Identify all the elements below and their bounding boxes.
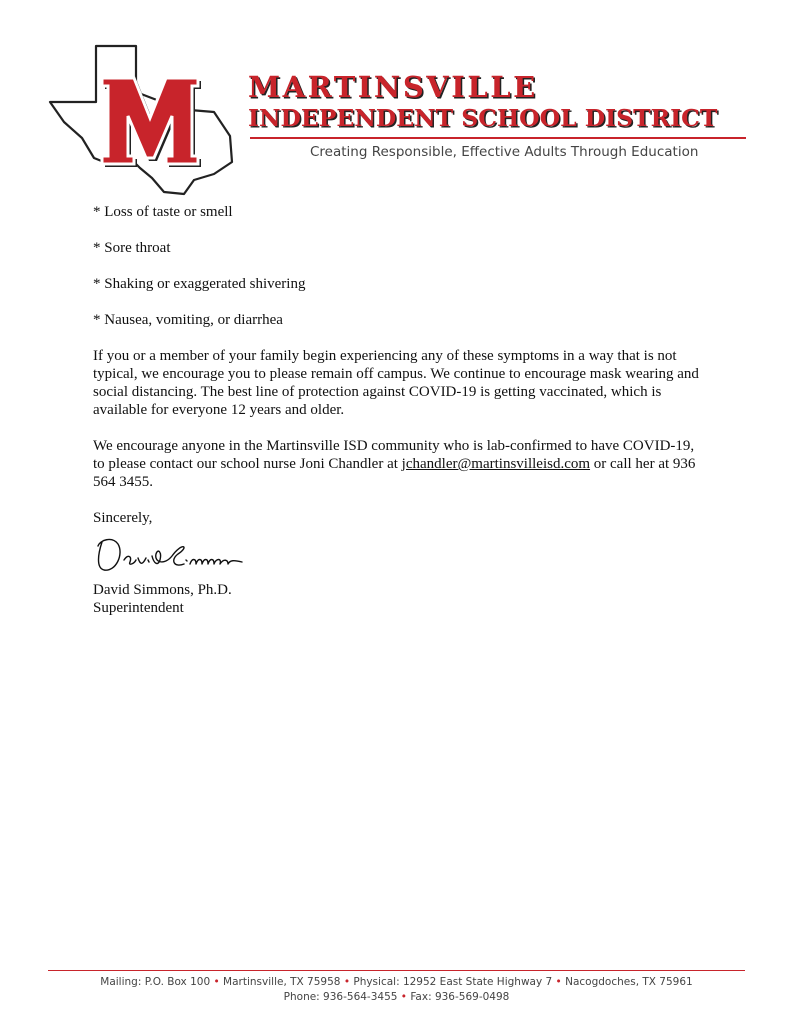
symptom-item: * Sore throat [93, 240, 171, 256]
footer-phone-line [48, 991, 745, 1003]
footer-city: Martinsville, TX 75958 [223, 976, 341, 988]
footer-separator: • [213, 976, 220, 988]
symptom-item: * Shaking or exaggerated shivering [93, 276, 306, 292]
district-logo [44, 40, 254, 198]
signer-title: Superintendent [93, 600, 184, 616]
district-name-line2: INDEPENDENT SCHOOL DISTRICT [248, 104, 718, 132]
footer-address-line [48, 976, 745, 988]
district-name-line1: MARTINSVILLE [248, 70, 538, 104]
contact-text-before: We encourage anyone in the Martinsville ISD community who is lab-confirmed to have COVID-19, to please contact our school nurse Joni Chandler at [93, 438, 695, 472]
signer-name: David Simmons, Ph.D. [93, 582, 232, 598]
nurse-email-link[interactable]: jchandler@martinsvilleisd.com [401, 456, 591, 472]
symptoms-paragraph: If you or a member of your family begin experiencing any of these symptoms in a way that is not typical, we encourage you to please remain off campus. We continue to encourage mask wearing and social distancing. The best line of protection against COVID-19 is getting vaccinated, which is available for everyone 12 years and older. [93, 348, 699, 418]
contact-paragraph [93, 437, 708, 491]
symptom-item: * Loss of taste or smell [93, 204, 233, 220]
symptom-item: * Nausea, vomiting, or diarrhea [93, 312, 283, 328]
closing: Sincerely, [93, 510, 153, 526]
footer-separator: • [343, 976, 351, 988]
header-divider [250, 137, 746, 139]
footer-separator: • [400, 991, 407, 1003]
footer-nacogdoches: Nacogdoches, TX 75961 [565, 976, 693, 988]
footer-physical: Physical: 12952 East State Highway 7 [353, 976, 553, 988]
contact-text-after: or call her at 936 564 3455. [93, 456, 696, 490]
footer-phone: Phone: 936-564-3455 [283, 991, 398, 1003]
footer-mailing: Mailing: P.O. Box 100 [100, 976, 211, 988]
footer-fax: Fax: 936-569-0498 [410, 991, 510, 1003]
m-letter-icon [102, 78, 201, 167]
tagline: Creating Responsible, Effective Adults Through Education [310, 144, 699, 160]
district-name [248, 72, 738, 132]
footer-separator: • [555, 976, 562, 988]
signature-image [94, 534, 244, 578]
footer-divider [48, 970, 745, 971]
